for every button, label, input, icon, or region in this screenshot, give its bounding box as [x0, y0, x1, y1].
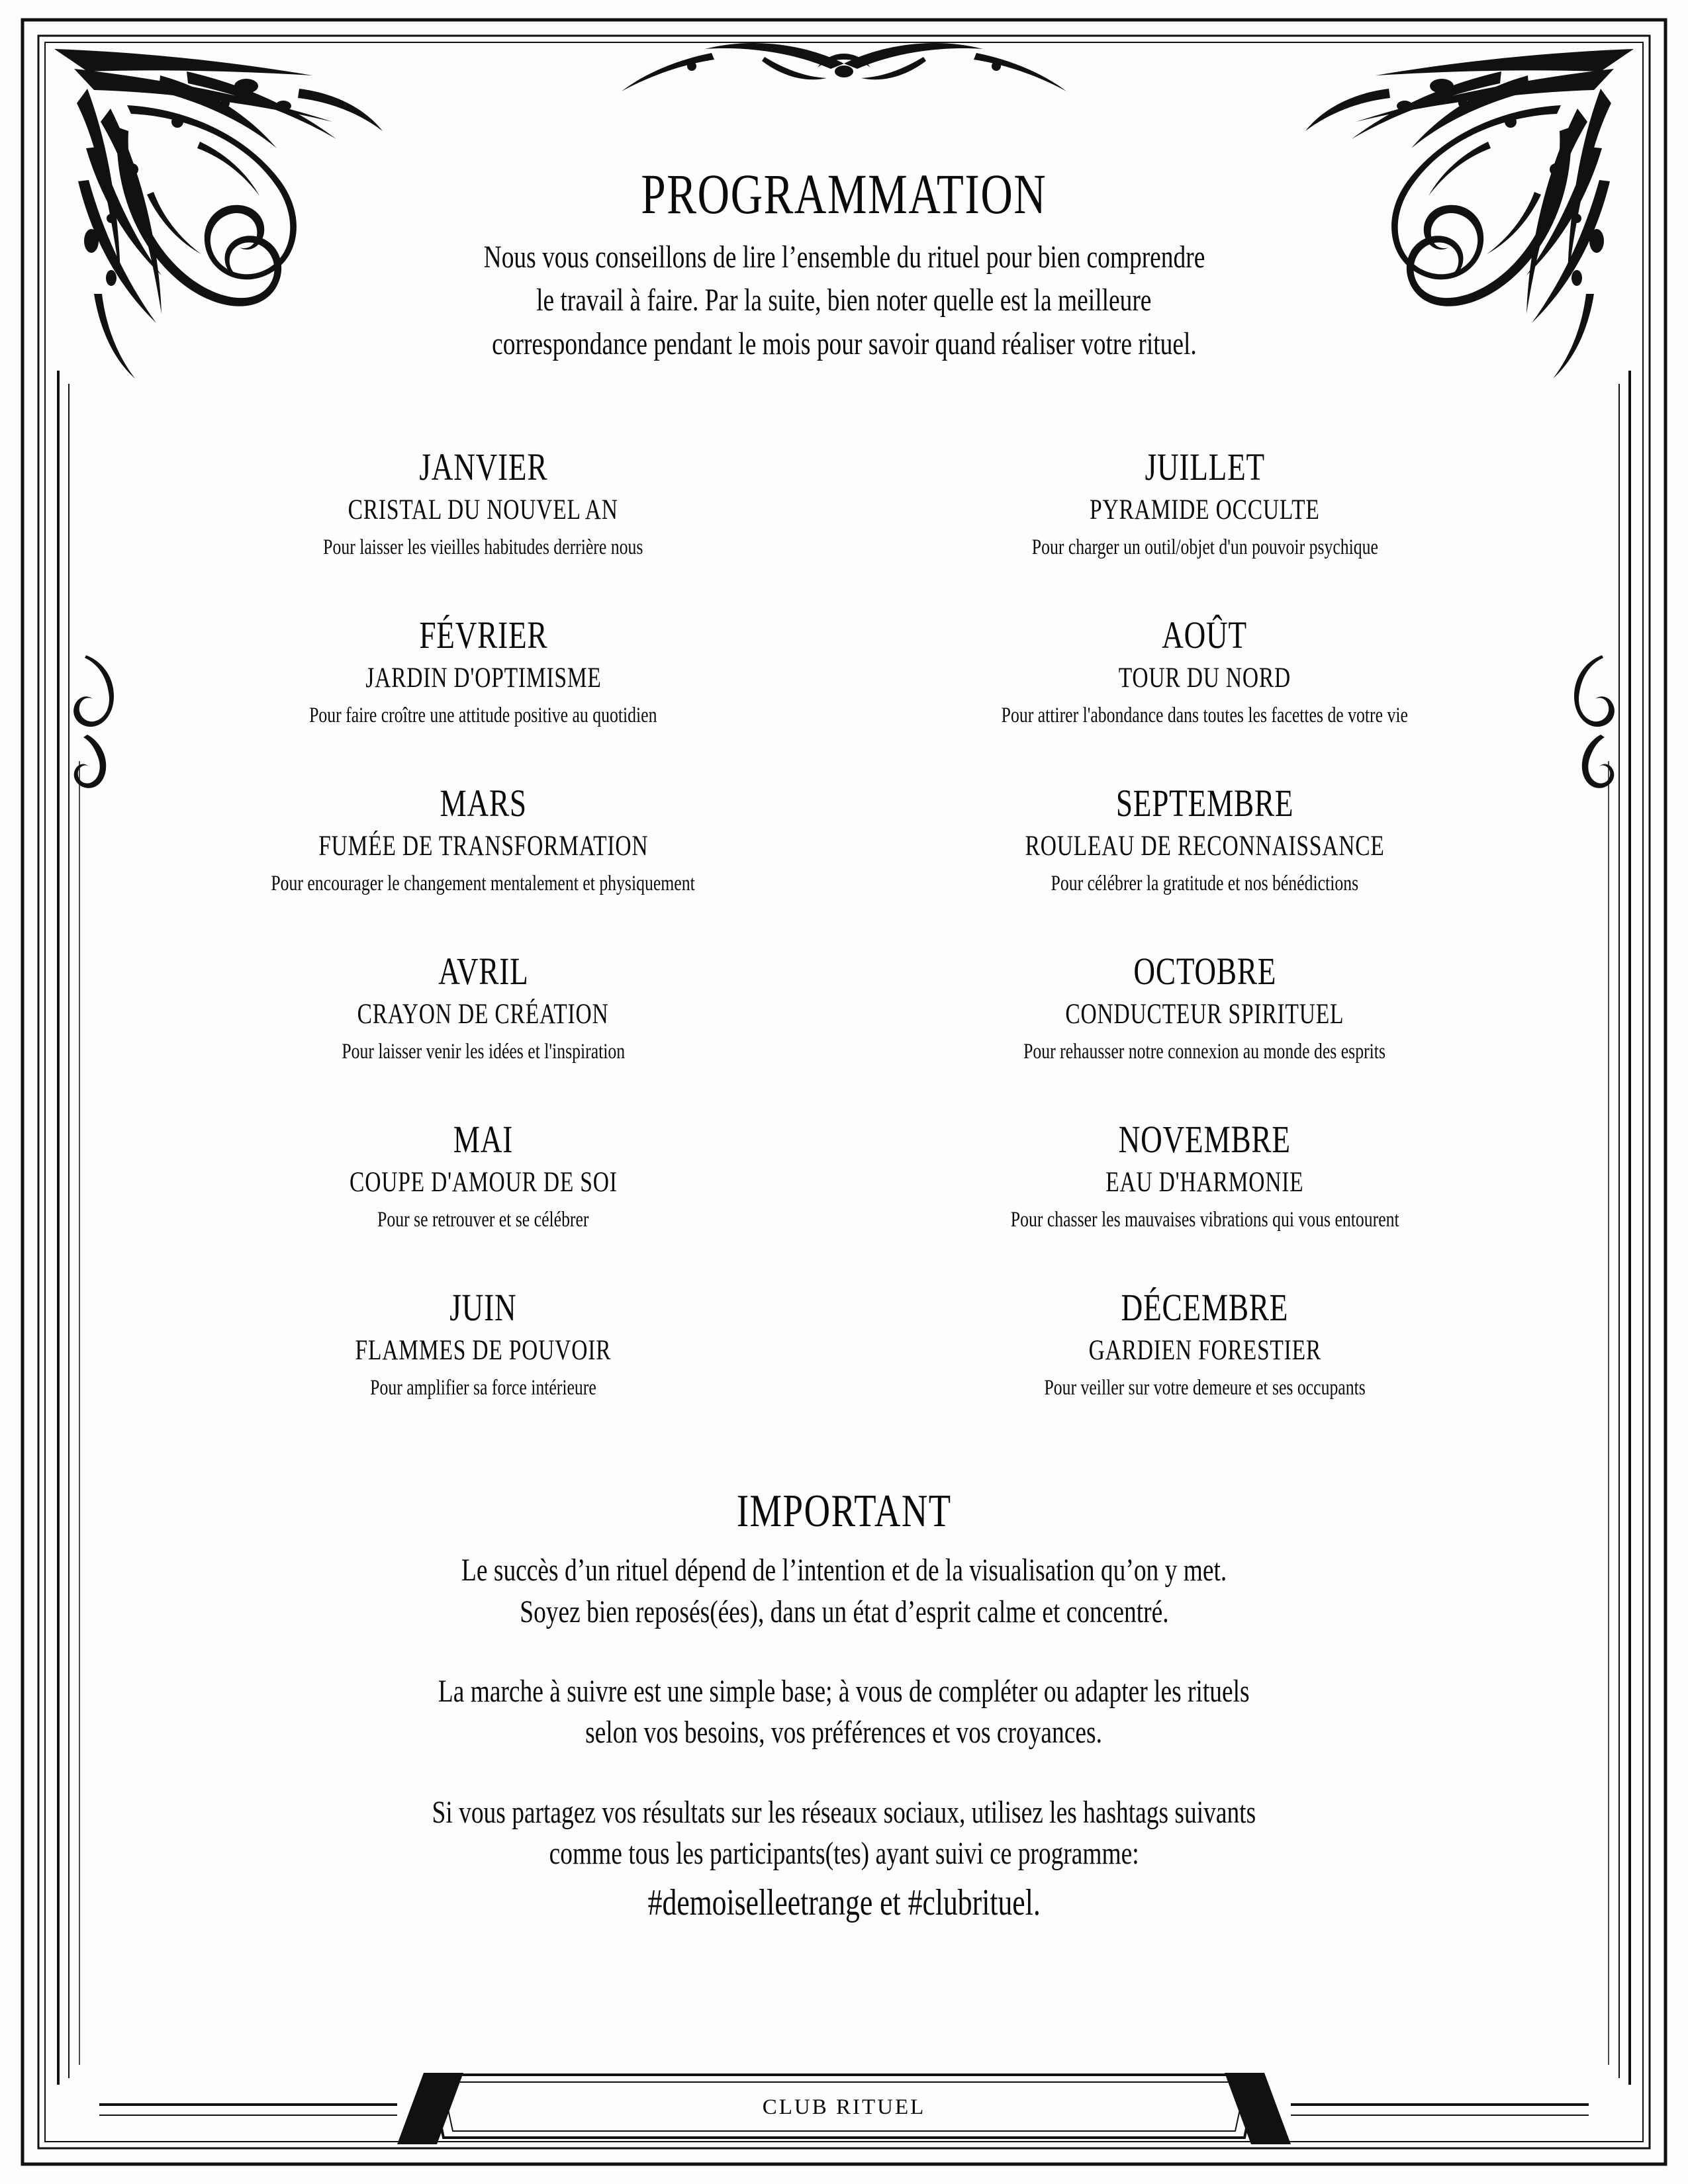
month-description: Pour attirer l'abondance dans toutes les facettes de votre vie — [1001, 703, 1409, 727]
important-paragraph-2 — [152, 1671, 1536, 1754]
hashtag-line — [152, 1882, 1536, 1924]
month-entry-septembre — [874, 778, 1536, 946]
month-name: NOVEMBRE — [1118, 1118, 1291, 1161]
footer-label: CLUB RITUEL — [762, 2095, 926, 2119]
intro-paragraph — [281, 237, 1407, 364]
month-description: Pour rehausser notre connexion au monde des esprits — [1023, 1039, 1386, 1064]
month-entry-juin — [152, 1283, 814, 1451]
important-p1-line-1: Le succès d’un rituel dépend de l’intention et de la visualisation qu’on y met. — [461, 1553, 1227, 1588]
important-p2-line-2: selon vos besoins, vos préférences et vos croyances. — [585, 1715, 1103, 1751]
month-entry-fevrier — [152, 610, 814, 778]
important-section — [152, 1485, 1536, 1923]
month-description: Pour charger un outil/objet d'un pouvoir psychique — [1031, 535, 1378, 559]
month-entry-mars — [152, 778, 814, 946]
hashtag-primary: #demoiselleetrange — [647, 1882, 873, 1923]
month-entry-aout — [874, 610, 1536, 778]
document-content — [152, 162, 1536, 1924]
month-description: Pour laisser les vieilles habitudes derrière nous — [323, 535, 643, 559]
month-subtitle: FLAMMES DE POUVOIR — [355, 1335, 612, 1367]
month-name: OCTOBRE — [1133, 950, 1276, 993]
month-subtitle: CONDUCTEUR SPIRITUEL — [1065, 999, 1344, 1030]
hashtag-conjunction: et — [872, 1882, 908, 1923]
month-entry-avril — [152, 946, 814, 1115]
month-description: Pour faire croître une attitude positive au quotidien — [309, 703, 657, 727]
month-name: JANVIER — [419, 445, 547, 489]
month-entry-octobre — [874, 946, 1536, 1115]
month-subtitle: EAU D'HARMONIE — [1105, 1167, 1304, 1199]
month-name: DÉCEMBRE — [1121, 1286, 1289, 1330]
month-description: Pour veiller sur votre demeure et ses occupants — [1044, 1375, 1366, 1400]
month-subtitle: GARDIEN FORESTIER — [1088, 1335, 1321, 1367]
month-entry-juillet — [874, 442, 1536, 610]
month-description: Pour laisser venir les idées et l'inspiration — [342, 1039, 625, 1064]
month-entry-novembre — [874, 1115, 1536, 1283]
month-subtitle: CRAYON DE CRÉATION — [357, 999, 609, 1030]
intro-line-1: Nous vous conseillons de lire l’ensemble du rituel pour bien comprendre — [483, 240, 1205, 275]
month-subtitle: FUMÉE DE TRANSFORMATION — [318, 831, 649, 862]
month-name: JUIN — [449, 1286, 517, 1330]
intro-line-3: correspondance pendant le mois pour savoir quand réaliser votre rituel. — [491, 326, 1197, 361]
important-title: IMPORTANT — [736, 1486, 952, 1537]
month-entry-mai — [152, 1115, 814, 1283]
month-subtitle: ROULEAU DE RECONNAISSANCE — [1025, 831, 1385, 862]
month-name: AOÛT — [1162, 614, 1248, 657]
month-grid — [152, 442, 1536, 1451]
important-paragraph-3 — [152, 1792, 1536, 1875]
month-subtitle: PYRAMIDE OCCULTE — [1090, 494, 1320, 526]
page-title — [152, 162, 1536, 226]
month-name: FÉVRIER — [419, 614, 547, 657]
month-subtitle: COUPE D'AMOUR DE SOI — [349, 1167, 618, 1199]
month-name: JUILLET — [1145, 445, 1265, 489]
footer-cartouche — [453, 2078, 1235, 2119]
month-subtitle: JARDIN D'OPTIMISME — [365, 662, 602, 694]
hashtag-secondary: #clubrituel. — [908, 1882, 1041, 1923]
month-description: Pour chasser les mauvaises vibrations qui vous entourent — [1010, 1207, 1399, 1232]
month-subtitle: TOUR DU NORD — [1118, 662, 1291, 694]
month-description: Pour encourager le changement mentalement et physiquement — [271, 871, 696, 895]
paragraph-spacer — [152, 1633, 1536, 1671]
important-paragraph-1 — [152, 1550, 1536, 1633]
month-name: SEPTEMBRE — [1115, 782, 1294, 825]
month-subtitle: CRISTAL DU NOUVEL AN — [348, 494, 619, 526]
important-p3-line-2: comme tous les participants(tes) ayant suivi ce programme: — [549, 1836, 1139, 1872]
intro-line-2: le travail à faire. Par la suite, bien noter quelle est la meilleure — [536, 283, 1152, 318]
month-name: AVRIL — [438, 950, 529, 993]
month-name: MAI — [453, 1118, 514, 1161]
important-p3-line-1: Si vous partagez vos résultats sur les réseaux sociaux, utilisez les hashtags suivants — [432, 1794, 1256, 1830]
month-name: MARS — [440, 782, 527, 825]
month-entry-janvier — [152, 442, 814, 610]
page-title-text: PROGRAMMATION — [641, 162, 1047, 226]
important-p1-line-2: Soyez bien reposés(ées), dans un état d’esprit calme et concentré. — [519, 1594, 1169, 1629]
month-description: Pour célébrer la gratitude et nos bénédictions — [1051, 871, 1359, 895]
month-description: Pour amplifier sa force intérieure — [370, 1375, 596, 1400]
month-description: Pour se retrouver et se célébrer — [377, 1207, 589, 1232]
important-p2-line-1: La marche à suivre est une simple base; à vous de compléter ou adapter les rituels — [438, 1674, 1250, 1709]
month-entry-decembre — [874, 1283, 1536, 1451]
paragraph-spacer — [152, 1754, 1536, 1792]
